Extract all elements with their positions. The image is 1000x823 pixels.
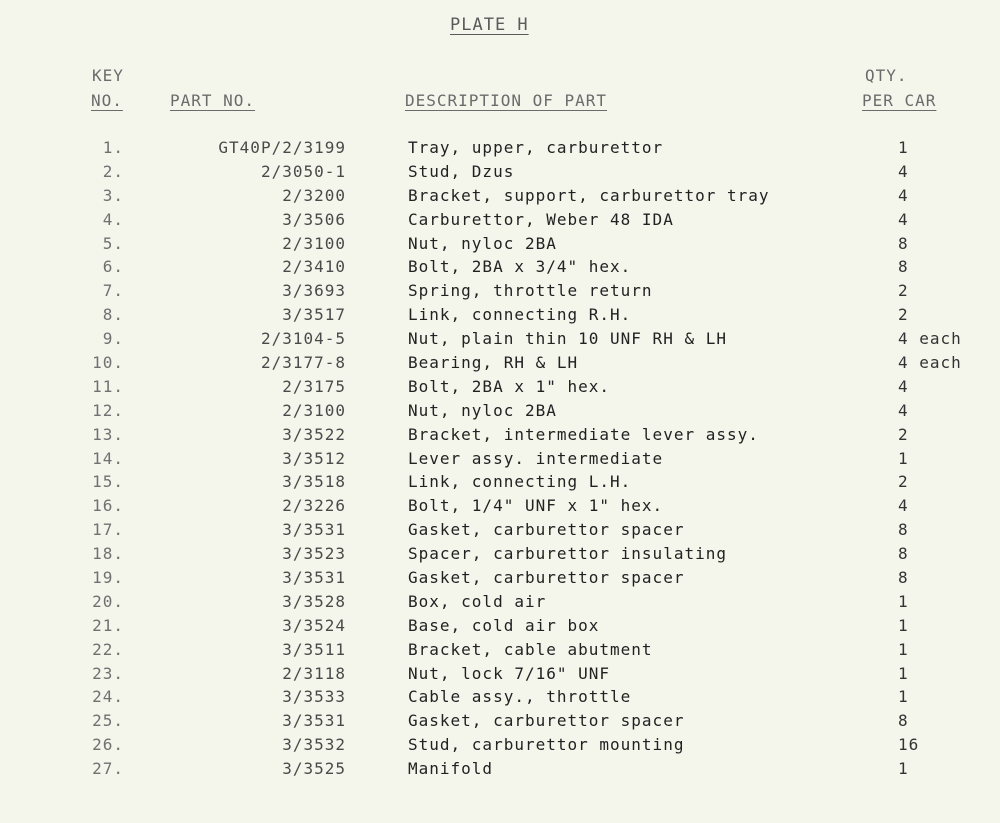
table-row — [0, 305, 1000, 329]
table-row — [0, 234, 1000, 258]
part-number: 2/3410 — [282, 257, 346, 277]
part-number: 2/3050-1 — [260, 161, 346, 181]
table-row — [0, 759, 1000, 783]
quantity-per-car: 2 — [898, 281, 909, 301]
part-number: 2/3226 — [282, 496, 346, 516]
quantity-per-car: 1 — [898, 138, 909, 157]
table-row — [0, 353, 1000, 377]
quantity-per-car: 8 — [898, 568, 909, 588]
quantity-per-car: 4 — [898, 400, 909, 420]
quantity-per-car: 1 — [898, 759, 909, 779]
part-description: Base, cold air box — [408, 615, 600, 635]
table-row — [0, 711, 1000, 735]
quantity-per-car: 8 — [898, 233, 909, 253]
part-description: Stud, Dzus — [408, 161, 515, 181]
part-number: 3/3693 — [282, 281, 346, 301]
part-number: 3/3522 — [282, 424, 346, 444]
part-number: 3/3525 — [282, 759, 346, 779]
key-number: 27. — [92, 759, 124, 779]
part-description: Carburettor, Weber 48 IDA — [408, 209, 674, 229]
table-row — [0, 425, 1000, 449]
key-number: 13. — [92, 424, 124, 444]
table-row — [0, 210, 1000, 234]
quantity-per-car: 8 — [898, 544, 909, 564]
key-number: 20. — [92, 591, 124, 611]
part-description: Manifold — [408, 759, 494, 779]
quantity-per-car: 1 — [898, 448, 909, 468]
table-row — [0, 616, 1000, 640]
header-qty-line1: QTY. — [865, 66, 908, 85]
part-number: 2/3118 — [282, 663, 346, 683]
part-number: 3/3512 — [282, 448, 346, 468]
part-number: 3/3523 — [282, 544, 346, 564]
quantity-per-car: 4 each — [898, 329, 962, 349]
parts-table — [0, 138, 1000, 783]
key-number: 16. — [92, 496, 124, 516]
quantity-per-car: 4 each — [898, 353, 962, 373]
key-number: 19. — [92, 568, 124, 588]
part-number: 3/3528 — [282, 591, 346, 611]
part-description: Bearing, RH & LH — [408, 353, 579, 373]
table-row — [0, 329, 1000, 353]
table-row — [0, 138, 1000, 162]
quantity-per-car: 8 — [898, 711, 909, 731]
part-number: 3/3533 — [282, 687, 346, 707]
key-number: 17. — [92, 520, 124, 540]
part-description: Bracket, intermediate lever assy. — [408, 424, 759, 444]
quantity-per-car: 8 — [898, 257, 909, 277]
quantity-per-car: 2 — [898, 472, 909, 492]
table-row — [0, 496, 1000, 520]
header-qty-line2: PER CAR — [862, 91, 937, 110]
quantity-per-car: 4 — [898, 185, 909, 205]
part-description: Nut, nyloc 2BA — [408, 400, 557, 420]
part-description: Nut, plain thin 10 UNF RH & LH — [408, 329, 727, 349]
quantity-per-car: 4 — [898, 209, 909, 229]
part-number: 3/3524 — [282, 615, 346, 635]
table-row — [0, 640, 1000, 664]
part-number: 3/3531 — [282, 520, 346, 540]
part-description: Nut, nyloc 2BA — [408, 233, 557, 253]
table-row — [0, 401, 1000, 425]
part-number: 2/3175 — [282, 376, 346, 396]
key-number: 24. — [92, 687, 124, 707]
table-row — [0, 281, 1000, 305]
part-description: Spacer, carburettor insulating — [408, 544, 727, 564]
key-number: 18. — [92, 544, 124, 564]
table-row — [0, 687, 1000, 711]
table-row — [0, 544, 1000, 568]
part-number: 3/3517 — [282, 305, 346, 325]
table-row — [0, 568, 1000, 592]
part-number: 2/3104-5 — [260, 329, 346, 349]
key-number: 23. — [92, 663, 124, 683]
key-number: 12. — [92, 400, 124, 420]
part-number: 3/3532 — [282, 735, 346, 755]
part-number: 2/3200 — [282, 185, 346, 205]
part-number: 3/3518 — [282, 472, 346, 492]
plate-title: PLATE H — [450, 15, 529, 35]
part-description: Link, connecting R.H. — [408, 305, 632, 325]
key-number: 7. — [102, 281, 124, 301]
quantity-per-car: 2 — [898, 305, 909, 325]
header-key-line1: KEY — [92, 66, 124, 85]
part-description: Gasket, carburettor spacer — [408, 711, 685, 731]
key-number: 25. — [92, 711, 124, 731]
part-number: 3/3531 — [282, 711, 346, 731]
part-description: Link, connecting L.H. — [408, 472, 632, 492]
header-part-no: PART NO. — [170, 91, 256, 110]
table-row — [0, 592, 1000, 616]
key-number: 21. — [92, 615, 124, 635]
key-number: 10. — [92, 353, 124, 373]
table-row — [0, 162, 1000, 186]
table-row — [0, 257, 1000, 281]
key-number: 26. — [92, 735, 124, 755]
table-row — [0, 520, 1000, 544]
key-number: 9. — [102, 329, 124, 349]
part-description: Gasket, carburettor spacer — [408, 520, 685, 540]
part-number: 3/3506 — [282, 209, 346, 229]
part-description: Gasket, carburettor spacer — [408, 568, 685, 588]
key-number: 15. — [92, 472, 124, 492]
part-description: Tray, upper, carburettor — [408, 138, 664, 157]
key-number: 11. — [92, 376, 124, 396]
header-description: DESCRIPTION OF PART — [405, 91, 608, 110]
part-description: Cable assy., throttle — [408, 687, 632, 707]
key-number: 2. — [102, 161, 124, 181]
table-row — [0, 449, 1000, 473]
quantity-per-car: 4 — [898, 376, 909, 396]
part-description: Bracket, cable abutment — [408, 639, 653, 659]
key-number: 6. — [102, 257, 124, 277]
part-number: 3/3511 — [282, 639, 346, 659]
quantity-per-car: 8 — [898, 520, 909, 540]
table-row — [0, 735, 1000, 759]
table-row — [0, 472, 1000, 496]
key-number: 3. — [102, 185, 124, 205]
table-row — [0, 664, 1000, 688]
quantity-per-car: 1 — [898, 615, 909, 635]
part-number: 3/3531 — [282, 568, 346, 588]
part-number: GT40P/2/3199 — [218, 138, 346, 157]
quantity-per-car: 4 — [898, 161, 909, 181]
key-number: 8. — [102, 305, 124, 325]
quantity-per-car: 2 — [898, 424, 909, 444]
part-description: Bolt, 1/4" UNF x 1" hex. — [408, 496, 664, 516]
key-number: 14. — [92, 448, 124, 468]
quantity-per-car: 1 — [898, 663, 909, 683]
quantity-per-car: 1 — [898, 591, 909, 611]
part-description: Box, cold air — [408, 591, 547, 611]
part-number: 2/3100 — [282, 400, 346, 420]
part-number: 2/3177-8 — [260, 353, 346, 373]
quantity-per-car: 1 — [898, 687, 909, 707]
key-number: 4. — [102, 209, 124, 229]
header-key-line2: NO. — [91, 91, 123, 110]
part-number: 2/3100 — [282, 233, 346, 253]
key-number: 5. — [102, 233, 124, 253]
key-number: 1. — [102, 138, 124, 157]
part-description: Nut, lock 7/16" UNF — [408, 663, 611, 683]
table-row — [0, 186, 1000, 210]
quantity-per-car: 1 — [898, 639, 909, 659]
quantity-per-car: 4 — [898, 496, 909, 516]
part-description: Stud, carburettor mounting — [408, 735, 685, 755]
quantity-per-car: 16 — [898, 735, 920, 755]
part-description: Bolt, 2BA x 1" hex. — [408, 376, 611, 396]
part-description: Bolt, 2BA x 3/4" hex. — [408, 257, 632, 277]
part-description: Lever assy. intermediate — [408, 448, 664, 468]
table-row — [0, 377, 1000, 401]
part-description: Spring, throttle return — [408, 281, 653, 301]
key-number: 22. — [92, 639, 124, 659]
part-description: Bracket, support, carburettor tray — [408, 185, 770, 205]
